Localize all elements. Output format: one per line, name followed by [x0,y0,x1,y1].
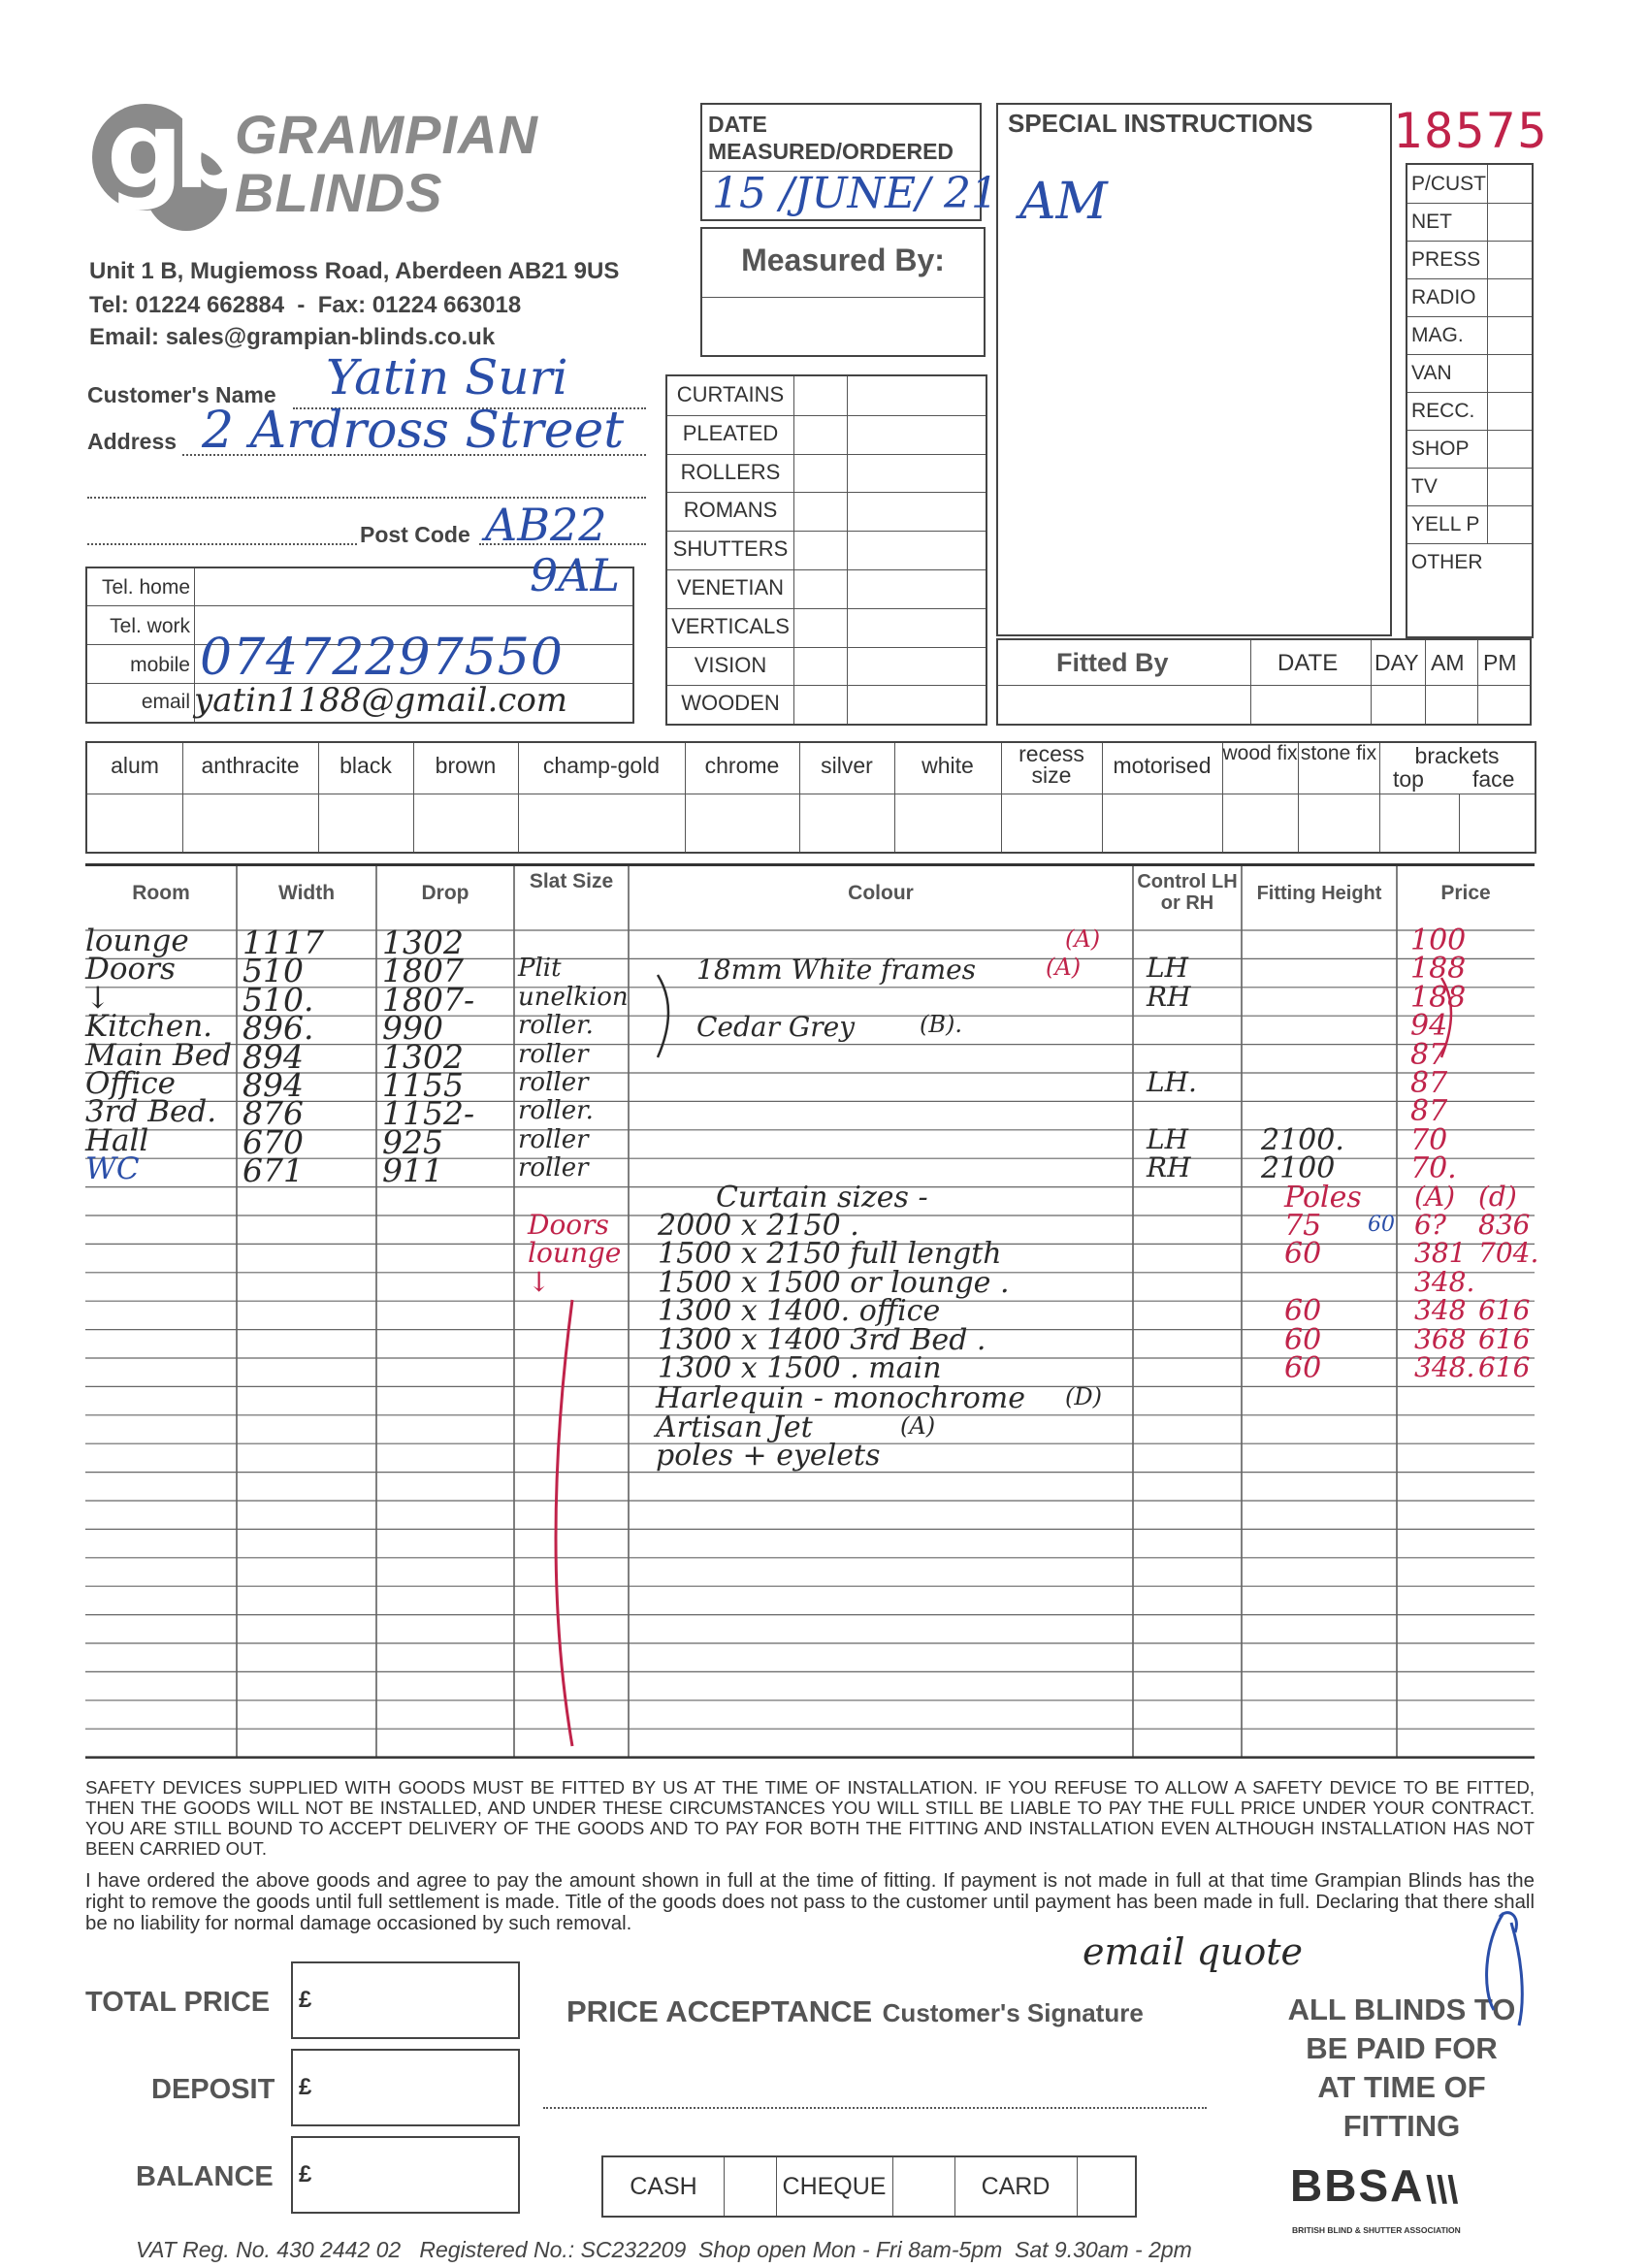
brackets-top-checkbox[interactable] [1379,794,1459,852]
option-stone-fix-checkbox[interactable] [1298,794,1379,852]
signature-line[interactable] [543,2107,1207,2109]
cheque-label: CHEQUE [782,2173,887,2200]
product-type-checkbox[interactable] [793,531,848,569]
curtain-poles[interactable]: 75 [1284,1209,1322,1243]
special-instructions-value[interactable]: AM [1019,173,1108,231]
company-name-line1: GRAMPIAN [235,104,538,165]
source-press: PRESS [1411,248,1481,271]
curtain-price-b[interactable]: (d) [1478,1180,1517,1213]
curtain-poles[interactable]: 60 [1284,1294,1322,1329]
source-checkbox[interactable] [1487,354,1531,392]
postcode-label: Post Code [360,522,470,547]
special-instructions-box [996,103,1392,636]
source-shop: SHOP [1411,437,1470,460]
customer-address[interactable]: 2 Ardross Street [202,402,625,460]
row-width[interactable]: 876 [242,1094,304,1133]
row-fitting[interactable]: 2100. [1261,1122,1344,1157]
option-champ-gold-checkbox[interactable] [518,794,685,852]
source-net: NET [1411,211,1452,233]
tel-work-label: Tel. work [110,615,190,637]
header-price: Price [1440,882,1491,904]
source-checkbox[interactable] [1487,430,1531,468]
measured-by-label: Measured By: [741,243,945,277]
row-fitting[interactable]: 2100 [1261,1151,1336,1186]
row-drop[interactable]: 1302 [382,923,464,961]
brackets-top-label: top [1393,766,1424,792]
product-type-checkbox[interactable] [793,376,848,415]
header-slat: Slat Size [529,870,614,892]
row-slat[interactable]: roller. [518,1011,594,1041]
curtain-price-a[interactable]: 6? [1414,1209,1446,1241]
source-checkbox[interactable] [1487,203,1531,241]
curtain-size[interactable]: 1300 x 1400 3rd Bed . [658,1322,986,1357]
source-checkbox[interactable] [1487,278,1531,316]
product-type-checkbox[interactable] [793,454,848,493]
customer-name-label: Customer's Name [87,382,276,407]
fitted-am-label: AM [1431,650,1465,675]
brackets-face-label: face [1472,766,1515,792]
options-row [85,741,1536,854]
logo-letters: gb [107,88,241,212]
row-room[interactable]: Main Bed [85,1037,232,1073]
curtain-poles[interactable]: 60 [1284,1351,1322,1385]
row-room[interactable]: lounge [85,923,189,958]
customer-name[interactable]: Yatin Suri [326,349,568,405]
option-silver-label: silver [821,753,873,778]
fitted-by-label: Fitted By [1056,648,1169,677]
cash-checkbox[interactable] [726,2159,774,2214]
deposit-currency: £ [299,2074,312,2100]
option-recess-size-label: recess size [1018,741,1084,788]
product-type-wooden: WOODEN [681,691,780,716]
total-price-field[interactable] [291,1961,520,2039]
curtain-note[interactable]: Harlequin - monochrome [656,1381,1026,1416]
option-brown-label: brown [435,753,497,778]
mobile-value[interactable]: 07472297550 [200,629,564,687]
row-width[interactable]: 510. [242,980,314,1019]
email-quote-note: email quote [1083,1930,1303,1973]
curtain-price-a[interactable]: 381 [1414,1237,1467,1270]
special-instructions-label: SPECIAL INSTRUCTIONS [1008,109,1313,138]
option-white-label: white [922,753,974,778]
header-drop: Drop [421,882,469,904]
row-room[interactable]: Kitchen. [85,1009,213,1045]
row-room[interactable]: Doors [85,952,176,988]
header-colour: Colour [848,882,914,904]
row-room[interactable]: ↓ [85,980,111,1016]
form-number: 18575 [1393,103,1549,159]
product-type-pleated: PLEATED [682,420,779,445]
source-checkbox[interactable] [1487,165,1531,203]
source-recc: RECC. [1411,400,1475,422]
row-drop[interactable]: 925 [382,1122,443,1161]
row-width[interactable]: 670 [242,1122,304,1161]
row-colour-tag[interactable]: (A) [1046,954,1082,982]
header-room: Room [132,882,190,904]
row-width[interactable]: 671 [242,1151,304,1190]
product-type-curtains: CURTAINS [676,382,785,406]
row-drop[interactable]: 1807 [382,952,464,990]
option-white-checkbox[interactable] [894,794,1001,852]
agreement-terms: I have ordered the above goods and agree to pay the amount shown in full at the time of fitting. If payment is not made in full at that time Grampian Blinds has the right to remove the goods until full settlement is made. Title of the goods does not pass to the customer until payment has been made in full. Declaring that there shall be no liability for normal damage occasioned by such removal. [85,1870,1535,1934]
brackets-face-checkbox[interactable] [1459,794,1535,852]
signature-mark [1465,1903,1533,2029]
source-checkbox[interactable] [1487,468,1531,505]
curtain-price-b[interactable]: 836 [1478,1209,1531,1241]
row-colour-tag[interactable]: (B). [920,1011,962,1039]
row-price[interactable]: 100 [1410,923,1467,957]
curtain-note[interactable]: poles + eyelets [656,1439,881,1474]
fitted-by-box [996,638,1532,726]
row-price[interactable]: 70. [1410,1151,1457,1186]
curtain-poles[interactable]: 60 [1284,1322,1322,1357]
curtain-poles[interactable]: Poles [1284,1180,1362,1215]
row-room[interactable]: WC [85,1151,140,1187]
company-name-line2: BLINDS [235,162,443,223]
product-type-rollers: ROLLERS [680,459,781,484]
mobile-label: mobile [130,654,190,676]
address-label: Address [87,429,178,454]
source-radio: RADIO [1411,286,1476,308]
row-colour[interactable]: Cedar Grey [696,1011,856,1044]
safety-terms: SAFETY DEVICES SUPPLIED WITH GOODS MUST BE FITTED BY US AT THE TIME OF INSTALLATION. IF YOU REFUSE TO ALLOW A SAFETY DEVICE TO BE FITTED, THEN THE GOODS WILL NOT BE INSTALLED, AND UNDER THESE CIRCUMSTANCES YOU WILL STILL BE LIABLE TO PAY THE FULL PRICE UNDER YOUR CONTRACT. YOU ARE STILL BOUND TO ACCEPT DELIVERY OF THE GOODS AND TO PAY FOR BOTH THE FITTING AND INSTALLATION EVEN ALTHOUGH INSTALLATION HAS NOT BEEN CARRIED OUT. [85,1777,1535,1859]
option-anthracite-checkbox[interactable] [182,794,318,852]
row-control[interactable]: LH [1147,952,1189,985]
total-price-label: TOTAL PRICE [85,1987,271,2018]
row-width[interactable]: 510 [242,952,304,990]
company-logo [89,88,241,233]
curtain-room[interactable]: Doors [528,1209,609,1241]
product-type-checkbox[interactable] [793,647,848,686]
row-slat[interactable]: roller [518,1124,589,1154]
row-slat[interactable]: Plit [518,954,562,984]
source-tv: TV [1411,475,1438,498]
curtain-poles-extra[interactable]: 60 [1368,1213,1395,1237]
product-type-list [665,374,987,726]
fitted-pm-label: PM [1483,650,1517,675]
source-van: VAN [1411,362,1452,384]
bbsa-logo: BBSA [1290,2160,1425,2211]
row-room[interactable]: 3rd Bed. [85,1094,217,1130]
row-drop[interactable]: 990 [382,1009,443,1048]
source-other: OTHER [1411,551,1483,573]
company-address: Unit 1 B, Mugiemoss Road, Aberdeen AB21 9US [89,258,620,284]
deposit-field[interactable] [291,2049,520,2126]
source-list [1406,163,1534,638]
fitted-date-label: DATE [1277,650,1339,676]
row-price[interactable]: 188 [1410,980,1467,1015]
source-mag: MAG. [1411,324,1464,346]
source-yellp: YELL P [1411,513,1480,535]
curtain-note-tag[interactable]: (D) [1065,1383,1102,1411]
row-price[interactable]: 94 [1410,1009,1448,1044]
product-type-checkbox[interactable] [793,685,848,724]
curtain-size[interactable]: 1300 x 1500 . main [658,1351,942,1385]
bbsa-sub: BRITISH BLIND & SHUTTER ASSOCIATION [1292,2225,1461,2235]
row-slat[interactable]: roller. [518,1096,594,1126]
source-checkbox[interactable] [1487,392,1531,430]
option-alum-checkbox[interactable] [87,794,182,852]
row-control[interactable]: RH [1147,1151,1191,1184]
payment-methods [601,2155,1137,2218]
date-label: DATE MEASURED/ORDERED [708,112,954,164]
option-black-checkbox[interactable] [318,794,413,852]
option-brown-checkbox[interactable] [413,794,518,852]
row-slat[interactable]: roller [518,1068,589,1097]
product-type-checkbox[interactable] [793,415,848,454]
curtain-price-b[interactable]: 616 [1478,1294,1531,1327]
option-wood-fix-label: wood fix [1222,742,1298,764]
row-slat[interactable]: roller [518,1039,589,1069]
notice-line-3: AT TIME OF [1317,2070,1486,2104]
tel-home-label: Tel. home [101,576,190,599]
notice-line-2: BE PAID FOR [1306,2031,1498,2065]
row-colour[interactable]: 18mm White frames [696,954,977,987]
cash-label: CASH [630,2173,697,2200]
curtain-poles[interactable]: 60 [1284,1237,1322,1272]
row-width[interactable]: 894 [242,1037,304,1076]
price-acceptance [566,1994,1144,2029]
date-value[interactable]: 15 /JUNE/ 21 [712,169,998,218]
row-drop[interactable]: 1302 [382,1037,464,1076]
source-checkbox[interactable] [1487,241,1531,278]
company-email: Email: sales@grampian-blinds.co.uk [89,324,496,350]
postcode-line2[interactable]: 9AL [530,549,621,601]
row-price[interactable]: 70 [1410,1122,1448,1157]
balance-currency: £ [299,2161,312,2187]
email-value[interactable]: yatin1188@gmail.com [194,681,568,720]
curtain-room[interactable]: ↓ [528,1265,551,1298]
curtain-price-a[interactable]: (A) [1414,1180,1456,1213]
row-colour-tag[interactable]: (A) [1065,925,1101,953]
option-motorised-checkbox[interactable] [1102,794,1222,852]
header-fitting: Fitting Height [1256,883,1382,904]
curtain-price-b[interactable]: 616 [1478,1351,1531,1383]
balance-label: BALANCE [136,2161,274,2192]
notice-line-4: FITTING [1342,2109,1461,2143]
curtain-heading: Curtain sizes - [716,1180,928,1215]
curtain-price-a[interactable]: 348. [1414,1265,1475,1298]
row-room[interactable]: Office [85,1066,176,1101]
deposit-label: DEPOSIT [151,2074,275,2105]
footer-text: VAT Reg. No. 430 2442 02 Registered No.: SC232209 Shop open Mon - Fri 8am-5pm Sat 9.30am - 2pm [136,2237,1192,2262]
curtain-size[interactable]: 1300 x 1400. office [658,1294,941,1329]
row-width[interactable]: 894 [242,1066,304,1104]
row-drop[interactable]: 911 [382,1151,443,1190]
bbsa-slash-icon: \\\ [1426,2169,1459,2212]
notice-line-1: ALL BLINDS TO [1287,1993,1516,2026]
option-motorised-label: motorised [1113,753,1212,778]
curtain-size[interactable]: 1500 x 2150 full length [658,1237,1002,1272]
curtain-price-a[interactable]: 348 [1414,1294,1467,1327]
option-wood-fix-checkbox[interactable] [1222,794,1298,852]
option-black-label: black [340,753,392,778]
fitted-day-label: DAY [1374,650,1419,675]
row-price[interactable]: 87 [1410,1094,1448,1129]
product-type-checkbox[interactable] [793,569,848,608]
email-label: email [141,691,190,713]
row-control[interactable]: LH. [1147,1066,1197,1098]
option-recess-size-checkbox[interactable] [1001,794,1102,852]
price-acceptance-label: PRICE ACCEPTANCE [566,1994,873,2028]
curtain-price-a[interactable]: 348. [1414,1351,1475,1383]
product-type-romans: ROMANS [683,498,778,523]
option-chrome-checkbox[interactable] [685,794,799,852]
row-price[interactable]: 87 [1410,1066,1448,1100]
curtain-price-b[interactable]: 616 [1478,1322,1531,1355]
row-room[interactable]: Hall [85,1122,149,1158]
option-anthracite-label: anthracite [201,753,300,778]
total-currency: £ [299,1987,312,2013]
header-width: Width [277,882,336,904]
option-stone-fix-label: stone fix [1300,742,1377,764]
row-drop[interactable]: 1155 [382,1066,464,1104]
company-phone-fax: Tel: 01224 662884 - Fax: 01224 663018 [89,292,522,318]
header-control: Control LH or RH [1137,871,1238,914]
measured-by-box [700,227,986,357]
card-label: CARD [981,2173,1051,2200]
curtain-price-b[interactable]: 704. [1478,1237,1539,1270]
curtain-price-a[interactable]: 368 [1414,1322,1467,1355]
curtain-note-tag[interactable]: (A) [900,1411,936,1440]
brackets-label: brackets [1414,743,1500,768]
product-type-venetian: VENETIAN [676,575,785,599]
postcode-line1[interactable]: AB22 [485,499,607,551]
source-pcust: P/CUST [1411,173,1487,195]
curtain-size[interactable]: 2000 x 2150 . [658,1209,859,1243]
option-chrome-label: chrome [704,753,780,778]
row-control[interactable]: RH [1147,980,1191,1013]
option-champ-gold-label: champ-gold [542,753,661,778]
source-checkbox[interactable] [1487,316,1531,354]
product-type-shutters: SHUTTERS [672,536,789,562]
curtain-room[interactable]: lounge [528,1237,622,1270]
source-checkbox[interactable] [1487,505,1531,543]
row-slat[interactable]: unelkion [518,982,629,1012]
row-drop[interactable]: 1807- [382,980,475,1019]
curtain-note[interactable]: Artisan Jet [656,1409,813,1444]
product-type-checkbox[interactable] [793,608,848,647]
row-price[interactable]: 87 [1410,1037,1448,1072]
option-silver-checkbox[interactable] [799,794,894,852]
product-type-verticals: VERTICALS [671,613,790,638]
cheque-checkbox[interactable] [894,2159,953,2214]
row-price[interactable]: 188 [1410,952,1467,987]
row-slat[interactable]: roller [518,1153,589,1183]
balance-field[interactable] [291,2136,520,2214]
row-width[interactable]: 896. [242,1009,314,1048]
row-width[interactable]: 1117 [242,923,324,961]
date-box [700,103,998,221]
card-checkbox[interactable] [1079,2159,1133,2214]
row-control[interactable]: LH [1147,1122,1189,1155]
row-drop[interactable]: 1152- [382,1094,475,1133]
curtain-size[interactable]: 1500 x 1500 or lounge . [658,1265,1010,1300]
price-acceptance-sub: Customer's Signature [882,1998,1144,2027]
postcode-line-left [87,543,357,545]
product-type-checkbox[interactable] [793,492,848,531]
product-type-vision: VISION [694,652,767,677]
option-alum-label: alum [111,753,159,778]
